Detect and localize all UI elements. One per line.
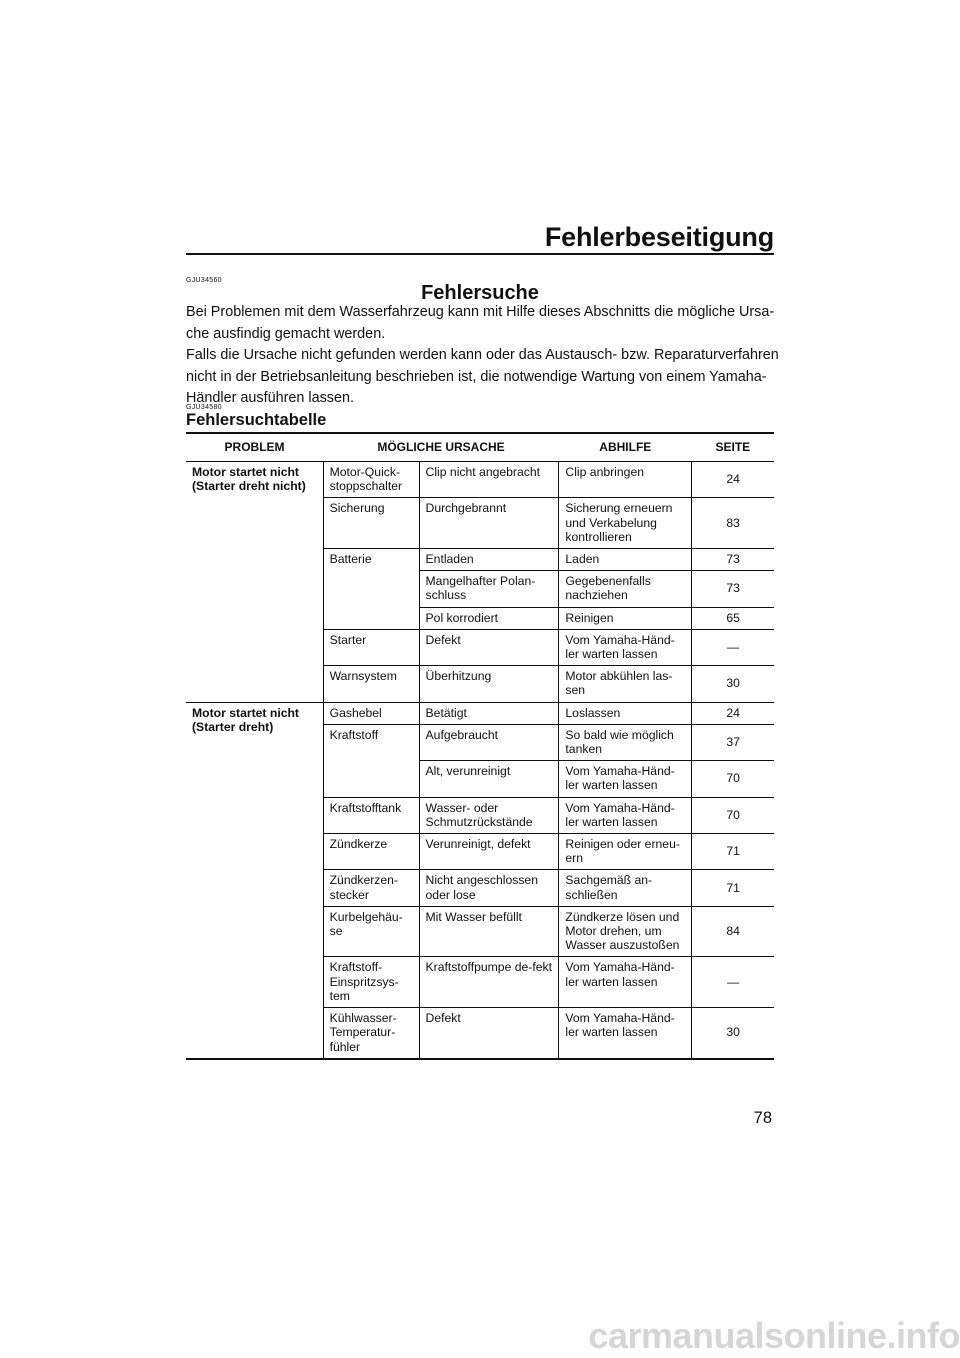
remedy-cell: Reinigen: [559, 607, 692, 629]
cause-cell: Durchgebrannt: [419, 498, 559, 549]
page-cell: 70: [692, 761, 774, 797]
watermark: carmanualsonline.info: [588, 1315, 960, 1356]
subsection-code: GJU34580: [186, 404, 222, 411]
page-cell: 84: [692, 906, 774, 957]
page-cell: 71: [692, 834, 774, 870]
table-header-row: [186, 433, 774, 462]
page-cell: 83: [692, 498, 774, 549]
component-cell: Kraftstoff-Einspritzsys-tem: [323, 957, 419, 1008]
cause-cell: Alt, verunreinigt: [419, 761, 559, 797]
remedy-cell: Motor abkühlen las-sen: [559, 666, 692, 702]
page-cell: 24: [692, 702, 774, 724]
component-cell: Motor-Quick-stoppschalter: [323, 462, 419, 498]
intro-paragraph-2: Falls die Ursache nicht gefunden werden kann oder das Austausch- bzw. Reparaturverfahren nicht in der Betriebsanleitung beschrieben ist, die notwendige Wartung von einem Yamaha-Händler ausführen lassen.: [186, 347, 779, 406]
cause-cell: Nicht angeschlossen oder lose: [419, 870, 559, 906]
remedy-cell: Vom Yamaha-Händ-ler warten lassen: [559, 1008, 692, 1059]
page-cell: 70: [692, 797, 774, 833]
page-cell: 30: [692, 666, 774, 702]
component-cell: Batterie: [323, 549, 419, 630]
page-cell: —: [692, 629, 774, 665]
troubleshooting-table: [186, 432, 774, 1060]
table-row: [186, 702, 774, 724]
remedy-cell: Vom Yamaha-Händ-ler warten lassen: [559, 797, 692, 833]
cause-cell: Entladen: [419, 549, 559, 571]
section-title: Fehlersuche: [421, 282, 539, 304]
page-cell: 37: [692, 724, 774, 760]
page-cell: 24: [692, 462, 774, 498]
cause-cell: Wasser- oder Schmutzrückstände: [419, 797, 559, 833]
page-cell: 30: [692, 1008, 774, 1059]
table-row: [186, 462, 774, 498]
header-page: SEITE: [692, 433, 774, 462]
component-cell: Gashebel: [323, 702, 419, 724]
component-cell: Kraftstoff: [323, 724, 419, 797]
remedy-cell: Zündkerze lösen und Motor drehen, um Wasser auszustoßen: [559, 906, 692, 957]
cause-cell: Aufgebraucht: [419, 724, 559, 760]
page-cell: 71: [692, 870, 774, 906]
subsection-title: Fehlersuchtabelle: [186, 411, 327, 429]
remedy-cell: Clip anbringen: [559, 462, 692, 498]
component-cell: Kühlwasser-Temperatur-fühler: [323, 1008, 419, 1059]
remedy-cell: Laden: [559, 549, 692, 571]
section-code: GJU34560: [186, 277, 222, 284]
header-cause: MÖGLICHE URSACHE: [323, 433, 559, 462]
cause-cell: Pol korrodiert: [419, 607, 559, 629]
cause-cell: Defekt: [419, 629, 559, 665]
component-cell: Starter: [323, 629, 419, 665]
cause-cell: Mangelhafter Polan-schluss: [419, 571, 559, 607]
cause-cell: Betätigt: [419, 702, 559, 724]
page-number: 78: [753, 1109, 772, 1127]
remedy-cell: Sachgemäß an-schließen: [559, 870, 692, 906]
remedy-cell: Loslassen: [559, 702, 692, 724]
remedy-cell: So bald wie möglich tanken: [559, 724, 692, 760]
component-cell: Kurbelgehäu-se: [323, 906, 419, 957]
component-cell: Warnsystem: [323, 666, 419, 702]
remedy-cell: Sicherung erneuern und Verkabelung kontrollieren: [559, 498, 692, 549]
cause-cell: Defekt: [419, 1008, 559, 1059]
cause-cell: Kraftstoffpumpe de-fekt: [419, 957, 559, 1008]
remedy-cell: Gegebenenfalls nachziehen: [559, 571, 692, 607]
remedy-cell: Vom Yamaha-Händ-ler warten lassen: [559, 957, 692, 1008]
page-header-title: Fehlerbeseitigung: [544, 222, 774, 252]
problem-cell: Motor startet nicht (Starter dreht): [186, 702, 323, 1059]
remedy-cell: Vom Yamaha-Händ-ler warten lassen: [559, 761, 692, 797]
problem-cell: Motor startet nicht (Starter dreht nicht): [186, 462, 323, 703]
page-cell: 65: [692, 607, 774, 629]
header-rule: [186, 253, 774, 255]
page-cell: 73: [692, 571, 774, 607]
component-cell: Kraftstofftank: [323, 797, 419, 833]
remedy-cell: Reinigen oder erneu-ern: [559, 834, 692, 870]
cause-cell: Verunreinigt, defekt: [419, 834, 559, 870]
table-body: [186, 462, 774, 1059]
cause-cell: Clip nicht angebracht: [419, 462, 559, 498]
remedy-cell: Vom Yamaha-Händ-ler warten lassen: [559, 629, 692, 665]
header-problem: PROBLEM: [186, 433, 323, 462]
cause-cell: Mit Wasser befüllt: [419, 906, 559, 957]
component-cell: Sicherung: [323, 498, 419, 549]
component-cell: Zündkerzen-stecker: [323, 870, 419, 906]
intro-paragraph-1: Bei Problemen mit dem Wasserfahrzeug kann mit Hilfe dieses Abschnitts die mögliche Ursa-che ausfindig gemacht werden.: [186, 304, 775, 342]
cause-cell: Überhitzung: [419, 666, 559, 702]
component-cell: Zündkerze: [323, 834, 419, 870]
page-cell: —: [692, 957, 774, 1008]
page-cell: 73: [692, 549, 774, 571]
header-remedy: ABHILFE: [559, 433, 692, 462]
